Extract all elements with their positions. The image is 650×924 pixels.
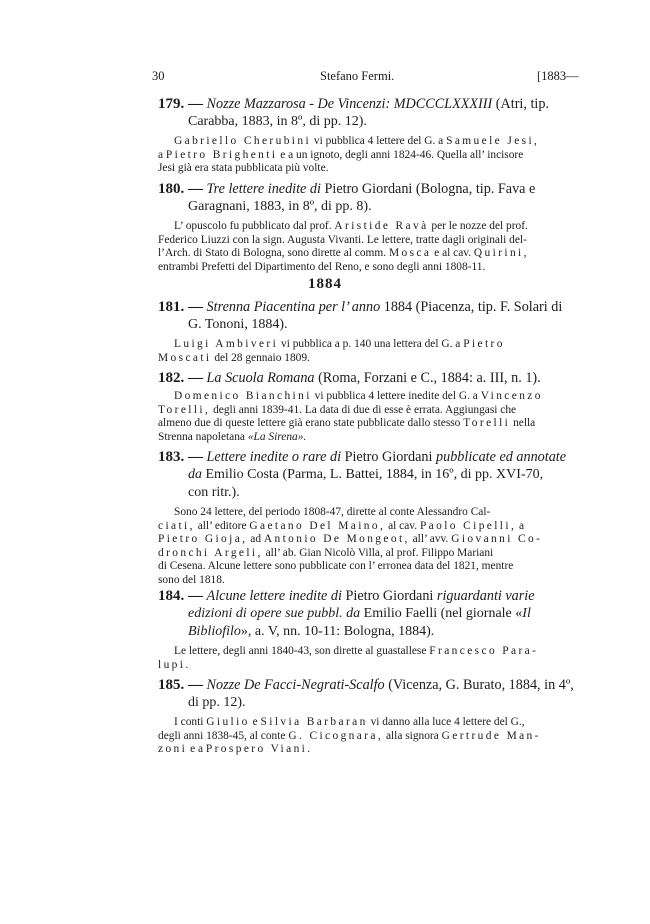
entry-title-cont: da Emilio Costa (Parma, L. Battei, 1884, in 16º, di pp. XVI-70, [188, 467, 544, 482]
entry-publication-cont: Bibliofilo», a. V, nn. 10-11: Bologna, 1884). [188, 624, 435, 639]
entry-note-line: Torelli, degli anni 1839-41. La data di due di esse è errata. Aggiungasi che [158, 403, 517, 416]
entry-185 [158, 676, 582, 757]
entry-note-line: Strenna napoletana «La Sirena». [158, 430, 307, 443]
entry-note-line: entrambi Prefetti del Dipartimento del Reno, e sono degli anni 1808-11. [158, 260, 486, 273]
entry-title-line: 180. — Tre lettere inedite di Pietro Giordani (Bologna, tip. Fava e [158, 181, 536, 197]
entry-184 [158, 587, 582, 672]
entry-note-line: sono del 1818. [158, 573, 225, 586]
entry-publication: (Atri, tip. [495, 96, 549, 112]
running-header-author: Stefano Fermi. [320, 69, 395, 83]
page-number: 30 [152, 69, 165, 83]
entry-note-line: a Pietro Brighenti e a un ignoto, degli anni 1824-46. Quella all’ incisore [158, 148, 524, 161]
entry-note-line: Domenico Bianchini vi pubblica 4 lettere inedite del G. a Vincenzo [174, 390, 543, 402]
entry-note-line: lupi. [158, 658, 191, 671]
entry-publication-cont: Garagnani, 1883, in 8º, di pp. 8). [188, 199, 372, 214]
entry-title-line [158, 298, 582, 316]
entry-editor: Emilio Faelli [360, 606, 438, 621]
entry-author: Pietro Giordani [341, 449, 437, 465]
entry-note-line: Moscati del 28 gennaio 1809. [158, 351, 310, 364]
entry-publication-cont: di pp. 12). [188, 695, 246, 710]
entry-publication-cont: Carabba, 1883, in 8º, di pp. 12). [188, 114, 367, 129]
entry-title-line: 184. — Alcune lettere inedite di Pietro Giordani riguardanti varie [158, 588, 535, 604]
entry-181 [158, 298, 582, 365]
entry-183 [158, 448, 582, 588]
entry-title-cont: edizioni di opere sue pubbl. da Emilio Faelli (nel giornale «Il [188, 606, 531, 621]
entry-title-line [158, 676, 582, 694]
entry-publication-cont: con ritr.). [188, 485, 240, 500]
entry-editor: Emilio Costa [202, 467, 279, 482]
entry-title: Nozze Mazzarosa - De Vincenzi: MDCCCLXXXIII [206, 96, 493, 112]
entry-publication-cont: G. Tononi, 1884). [188, 317, 288, 332]
entry-note-line: I conti Giulio e Silvia Barbaran vi danno alla luce 4 lettere del G., [174, 716, 525, 728]
entry-publication: (Bologna, tip. Fava e [412, 181, 536, 197]
entry-note-line: di Cesena. Alcune lettere sono pubblicate con l’ erronea data del 1821, mentre [158, 560, 514, 573]
entry-179 [158, 95, 582, 176]
entry-number: 183. — [158, 449, 203, 465]
entry-note-line: almeno due di queste lettere già erano state pubblicate dallo stesso Torelli nella [158, 417, 536, 430]
entry-title: Strenna Piacentina per l’ anno [206, 299, 381, 315]
entry-note-line: ciati, all’ editore Gaetano Del Maino, al cav. Paolo Cipelli, a [158, 519, 525, 532]
entry-182 [158, 369, 582, 444]
entry-number: 179. — [158, 96, 203, 112]
entry-title-line [158, 95, 582, 113]
running-header-year: [1883— [537, 69, 579, 83]
entry-title: Alcune lettere inedite [206, 588, 328, 604]
entry-note-line: Pietro Gioja, ad Antonio De Mongeot, all’ avv. Giovanni Co- [158, 533, 543, 546]
entry-number: 184. — [158, 588, 203, 604]
entry-title: Nozze De Facci-Negrati-Scalfo [206, 677, 385, 693]
entry-title: Tre lettere inedite [206, 181, 307, 197]
entry-author: Pietro Giordani [324, 181, 413, 197]
entry-note-line: Jesi già era stata pubblicata più volte. [158, 162, 329, 175]
entry-publication: (Vicenza, G. Burato, 1884, in 4º, [384, 677, 574, 693]
entry-note-line: Federico Liuzzi con la sign. Augusta Vivanti. Le lettere, tratte dagli originali del- [158, 233, 527, 246]
year-heading: 1884 [308, 276, 342, 292]
entry-title-line [158, 369, 582, 387]
entry-title-line: 183. — Lettere inedite o rare di Pietro Giordani pubblicate ed annotate [158, 449, 567, 465]
entry-publication: 1884 (Piacenza, tip. F. Solari di [380, 299, 563, 315]
entry-note-line: Le lettere, degli anni 1840-43, son dirette al guastallese Francesco Para- [174, 645, 539, 657]
entry-publication: (Roma, Forzani e C., 1884: a. III, n. 1). [314, 370, 541, 386]
entry-number: 181. — [158, 299, 203, 315]
entry-number: 180. — [158, 181, 203, 197]
entry-180 [158, 180, 582, 274]
entry-author: Pietro Giordani [345, 588, 434, 604]
entry-note-line: l’Arch. di Stato di Bologna, sono dirette al comm. Mosca e al cav. Quirini, [158, 247, 529, 260]
entry-note-line: Sono 24 lettere, del periodo 1808-47, dirette al conte Alessandro Cal- [174, 506, 491, 518]
entry-note-line: Luigi Ambiveri vi pubblica a p. 140 una lettera del G. a Pietro [174, 338, 505, 350]
entry-note-line: degli anni 1838-45, al conte G. Cicognara, alla signora Gertrude Man- [158, 729, 541, 742]
entry-number: 182. — [158, 370, 203, 386]
entry-title: La Scuola Romana [206, 370, 315, 386]
entry-note-line: L’ opuscolo fu pubblicato dal prof. Aristide Ravà per le nozze del prof. [174, 220, 528, 232]
entry-number: 185. — [158, 677, 203, 693]
entry-note-line: dronchi Argeli, all’ ab. Gian Nicolò Villa, al prof. Filippo Mariani [158, 546, 494, 559]
entry-note-line: zoni e a Prospero Viani. [158, 743, 313, 756]
entry-note-line: Gabriello Cherubini vi pubblica 4 lettere del G. a Samuele Jesi, [174, 135, 540, 147]
entry-title: Lettere inedite o rare di [206, 449, 342, 465]
